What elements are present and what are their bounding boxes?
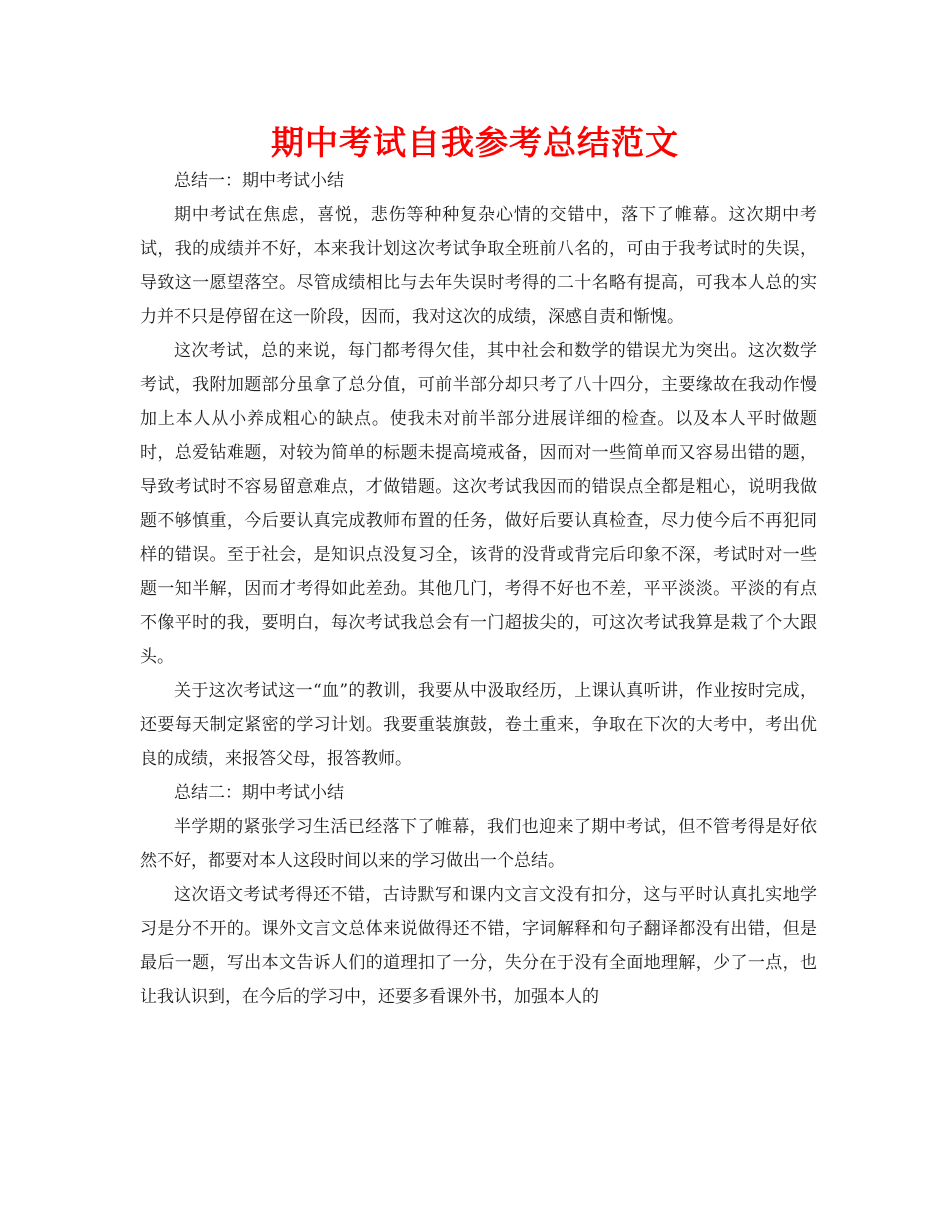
paragraph-2: 这次考试，总的来说，每门都考得欠佳，其中社会和数学的错误尤为突出。这次数学考试，我附加题部分虽拿了总分值，可前半部分却只考了八十四分，主要缘故在我动作慢加上本人从小养成粗心的缺点。使我未对前半部分进展详细的检查。以及本人平时做题时，总爱钻难题，对较为简单的标题未提高境戒备，因而对一些简单而又容易出错的题，导致考试时不容易留意难点，才做错题。这次考试我因而的错误点全都是粗心，说明我做题不够慎重，今后要认真完成教师布置的任务，做好后要认真检查，尽力使今后不再犯同样的错误。至于社会，是知识点没复习全，该背的没背或背完后印象不深，考试时对一些题一知半解，因而才考得如此差劲。其他几门，考得不好也不差，平平淡淡。平淡的有点不像平时的我，要明白，每次考试我总会有一门超拔尖的，可这次考试我算是栽了个大跟头。 (140, 341, 817, 667)
document-body (140, 164, 817, 1014)
section-heading-2: 总结二：期中考试小结 (174, 783, 344, 803)
paragraph-5: 这次语文考试考得还不错，古诗默写和课内文言文没有扣分，这与平时认真扎实地学习是分不开的。课外文言文总体来说做得还不错，字词解释和句子翻译都没有出错，但是最后一题，写出本文告诉人们的道理扣了一分，失分在于没有全面地理解，少了一点，也让我认识到，在今后的学习中，还要多看课外书，加强本人的 (140, 885, 817, 1007)
paragraph-4: 半学期的紧张学习生活已经落下了帷幕，我们也迎来了期中考试，但不管考得是好依然不好，都要对本人这段时间以来的学习做出一个总结。 (140, 817, 817, 871)
paragraph-3: 关于这次考试这一“血”的教训，我要从中汲取经历，上课认真听讲，作业按时完成，还要每天制定紧密的学习计划。我要重装旗鼓，卷土重来，争取在下次的大考中，考出优良的成绩，来报答父母，报答教师。 (140, 681, 817, 769)
section-heading-1: 总结一：期中考试小结 (174, 171, 344, 191)
document-title: 期中考试自我参考总结范文 (271, 123, 679, 162)
paragraph-1: 期中考试在焦虑，喜悦，悲伤等种种复杂心情的交错中，落下了帷幕。这次期中考试，我的成绩并不好，本来我计划这次考试争取全班前八名的，可由于我考试时的失误，导致这一愿望落空。尽管成绩相比与去年失误时考得的二十名略有提高，可我本人总的实力并不只是停留在这一阶段，因而，我对这次的成绩，深感自责和惭愧。 (140, 205, 817, 327)
